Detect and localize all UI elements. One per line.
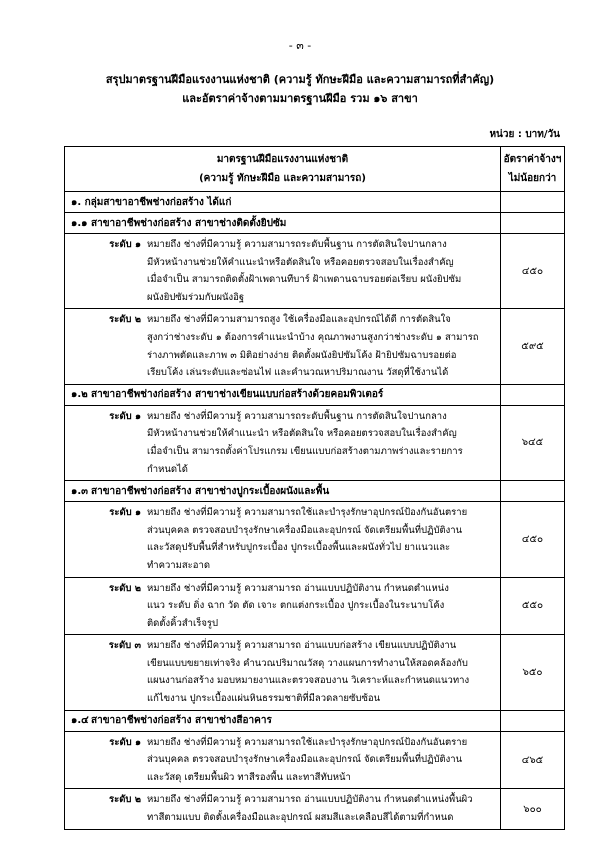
level-row [65, 502, 565, 577]
unit-label: หน่วย : บาท/วัน [489, 129, 560, 140]
level-description-line: และวัสดุปรับพื้นที่สำหรับปูกระเบื้อง ปูกระเบื้องพื้นและผนังทั่วไป ยาแนวและ [147, 542, 451, 554]
level-description-line: หมายถึง ช่างที่มีความรู้ ความสามารถใช้และบำรุงรักษาอุปกรณ์ป้องกันอันตราย [147, 736, 468, 748]
level-description-line: เมื่อจำเป็น สามารถตั้งค่าโปรแกรม เขียนแบบก่อสร้างตามภาพร่างและรายการ [147, 445, 463, 457]
subgroup-wage-cell [501, 213, 565, 234]
level-description-cell [65, 405, 501, 480]
level-row [65, 405, 565, 480]
level-label: ระดับ ๒ [109, 314, 141, 326]
level-description-line: เมื่อจำเป็น สามารถติดตั้งฝ้าเพดานทีบาร์ ฝ้าเพดานฉาบรอยต่อเรียบ ผนังยิปซัม [147, 274, 462, 286]
level-label: ระดับ ๑ [109, 736, 141, 748]
level-description-line: แผนงานก่อสร้าง มอบหมายงานและตรวจสอบงาน วิเคราะห์และกำหนดแนวทาง [147, 675, 470, 687]
level-description-line: ร่างภาพตัดและภาพ ๓ มิติอย่างง่าย ติดตั้งผนังยิปซัมโค้ง ฝ้ายิปซัมฉาบรอยต่อ [147, 349, 457, 361]
subgroup-title-cell [65, 384, 501, 405]
group-title: ๑. กลุ่มสาขาอาชีพช่างก่อสร้าง ได้แก่ [65, 192, 501, 213]
level-description-line: มีหัวหน้างานช่วยให้คำแนะนำ หรือตัดสินใจ หรือคอยตรวจสอบในเรื่องสำคัญ [147, 428, 457, 440]
table-header-row [65, 147, 565, 192]
level-description-cell [65, 731, 501, 789]
subgroup-title-cell [65, 481, 501, 502]
header-wage-line-1: อัตราค่าจ้างฯ [503, 154, 562, 165]
subgroup-wage-cell [501, 384, 565, 405]
level-label: ระดับ ๓ [108, 640, 141, 652]
level-description-line: หมายถึง ช่างที่มีความรู้ ความสามารถระดับพื้นฐาน การตัดสินใจปานกลาง [147, 239, 447, 250]
subgroup-number: ๑.๔ [71, 715, 89, 727]
subgroup-number: ๑.๑ [71, 217, 88, 229]
subgroup-title-cell [65, 710, 501, 731]
subgroup-title: สาขาอาชีพช่างก่อสร้าง สาขาช่างปูกระเบื้องผนังและพื้น [91, 485, 330, 497]
subgroup-row [65, 384, 565, 405]
wage-value: ๔๖๕ [501, 731, 565, 789]
level-description-line: หมายถึง ช่างที่มีความรู้ ความสามารถใช้และบำรุงรักษาอุปกรณ์ป้องกันอันตราย [147, 507, 468, 519]
level-row [65, 309, 565, 384]
level-description-cell [65, 635, 501, 710]
header-standard-line-2: (ความรู้ ทักษะฝีมือ และความสามารถ) [199, 173, 366, 184]
level-row [65, 731, 565, 789]
subgroup-title: สาขาอาชีพช่างก่อสร้าง สาขาช่างสีอาคาร [91, 715, 272, 727]
level-description-line: หมายถึง ช่างที่มีความรู้ ความสามารถระดับพื้นฐาน การตัดสินใจปานกลาง [147, 410, 447, 422]
level-description-line: ติดตั้งคิ้วสำเร็จรูป [147, 617, 219, 629]
level-description-line: เรียบโค้ง เล่นระดับและซ่อนไฟ และคำนวณหาปริมาณงาน วัสดุที่ใช้งานได้ [147, 367, 449, 379]
level-description-cell [65, 502, 501, 577]
level-description-line: หมายถึง ช่างที่มีความสามารถสูง ใช้เครื่องมือและอุปกรณ์ได้ดี การตัดสินใจ [147, 314, 451, 326]
level-description [147, 504, 496, 574]
wage-value: ๕๙๕ [501, 309, 565, 384]
subgroup-wage-cell [501, 481, 565, 502]
wage-value: ๖๐๐ [501, 789, 565, 829]
level-description-line: แก้ไขงาน ปูกระเบื้องแผ่นหินธรรมชาติที่มีลวดลายซับซ้อน [147, 693, 381, 705]
document-title-line-2: และอัตราค่าจ้างตามมาตรฐานฝีมือ รวม ๑๖ สาขา [182, 92, 418, 105]
document-title-line-1: สรุปมาตรฐานฝีมือแรงงานแห่งชาติ (ความรู้ ทักษะฝีมือ และความสามารถที่สำคัญ) [105, 73, 495, 86]
level-description-line: ทำความสะอาด [147, 559, 210, 571]
subgroup-title-cell [65, 213, 501, 234]
level-description-cell [65, 577, 501, 635]
subgroup-title: สาขาอาชีพช่างก่อสร้าง สาขาช่างติดตั้งยิปซัม [91, 217, 287, 229]
header-standard [65, 147, 501, 192]
level-description-line: แนว ระดับ ดิ่ง ฉาก วัด ตัด เจาะ ตกแต่งกระเบื้อง ปูกระเบื้องในระนาบโค้ง [147, 600, 445, 612]
level-description-line: หมายถึง ช่างที่มีความรู้ ความสามารถ อ่านแบบปฏิบัติงาน กำหนดตำแหน่ง [147, 582, 449, 594]
subgroup-number: ๑.๒ [71, 389, 88, 401]
wage-value: ๔๕๐ [501, 234, 565, 309]
subgroup-row [65, 213, 565, 234]
level-description-line: หมายถึง ช่างที่มีความรู้ ความสามารถ อ่านแบบปฏิบัติงาน กำหนดตำแหน่งพื้นผิว [147, 794, 473, 806]
level-description-line: ส่วนบุคคล ตรวจสอบบำรุงรักษาเครื่องมือและอุปกรณ์ จัดเตรียมพื้นที่ปฏิบัติงาน [147, 524, 463, 536]
level-row [65, 577, 565, 635]
wage-value: ๖๔๕ [501, 405, 565, 480]
level-description [147, 408, 496, 478]
level-description [147, 791, 496, 826]
level-description-line: กำหนดได้ [147, 463, 188, 475]
wage-value: ๖๕๐ [501, 635, 565, 710]
wage-value: ๕๕๐ [501, 577, 565, 635]
level-label: ระดับ ๒ [109, 582, 141, 594]
group-wage-cell [501, 192, 565, 213]
group-row [65, 192, 565, 213]
level-row [65, 635, 565, 710]
level-description [147, 236, 496, 306]
level-label: ระดับ ๒ [109, 794, 141, 806]
page-number: - ๓ - [288, 39, 312, 52]
level-description [147, 580, 496, 633]
level-description [147, 637, 496, 707]
level-description-cell [65, 234, 501, 309]
level-description-line: และวัสดุ เตรียมพื้นผิว ทาสีรองพื้น และทาสีทับหน้า [147, 771, 351, 783]
level-description-line: ทาสีตามแบบ ติดตั้งเครื่องมือและอุปกรณ์ ผสมสีและเคลือบสีได้ตามที่กำหนด [147, 812, 454, 824]
level-label: ระดับ ๑ [109, 507, 141, 519]
subgroup-row [65, 481, 565, 502]
level-row [65, 234, 565, 309]
level-row [65, 789, 565, 829]
subgroup-number: ๑.๓ [71, 485, 88, 497]
level-description-line: มีหัวหน้างานช่วยให้คำแนะนำหรือตัดสินใจ หรือคอยตรวจสอบในเรื่องสำคัญ [147, 256, 454, 268]
level-description [147, 311, 496, 381]
subgroup-wage-cell [501, 710, 565, 731]
subgroup-row [65, 710, 565, 731]
level-label: ระดับ ๑ [109, 239, 141, 250]
level-description-cell [65, 309, 501, 384]
header-standard-line-1: มาตรฐานฝีมือแรงงานแห่งชาติ [216, 154, 349, 165]
level-description-line: เขียนแบบขยายเท่าจริง คำนวณปริมาณวัสดุ วางแผนการทำงานให้สอดคล้องกับ [147, 657, 468, 669]
level-description-cell [65, 789, 501, 829]
level-description [147, 734, 496, 787]
level-description-line: สูงกว่าช่างระดับ ๑ ต้องการคำแนะนำบ้าง คุณภาพงานสูงกว่าช่างระดับ ๑ สามารถ [147, 331, 479, 343]
level-label: ระดับ ๑ [109, 410, 141, 422]
subgroup-title: สาขาอาชีพช่างก่อสร้าง สาขาช่างเขียนแบบก่อสร้างด้วยคอมพิวเตอร์ [91, 389, 384, 401]
wage-value: ๔๕๐ [501, 502, 565, 577]
level-description-line: หมายถึง ช่างที่มีความรู้ ความสามารถ อ่านแบบก่อสร้าง เขียนแบบปฏิบัติงาน [147, 640, 457, 652]
level-description-line: ผนังยิปซัมร่วมกับผนังอิฐ [147, 291, 245, 303]
level-description-line: ส่วนบุคคล ตรวจสอบบำรุงรักษาเครื่องมือและอุปกรณ์ จัดเตรียมพื้นที่ปฏิบัติงาน [147, 754, 463, 766]
header-wage-line-2: ไม่น้อยกว่า [508, 173, 557, 184]
wage-standards-table [64, 146, 565, 830]
header-wage [501, 147, 565, 192]
